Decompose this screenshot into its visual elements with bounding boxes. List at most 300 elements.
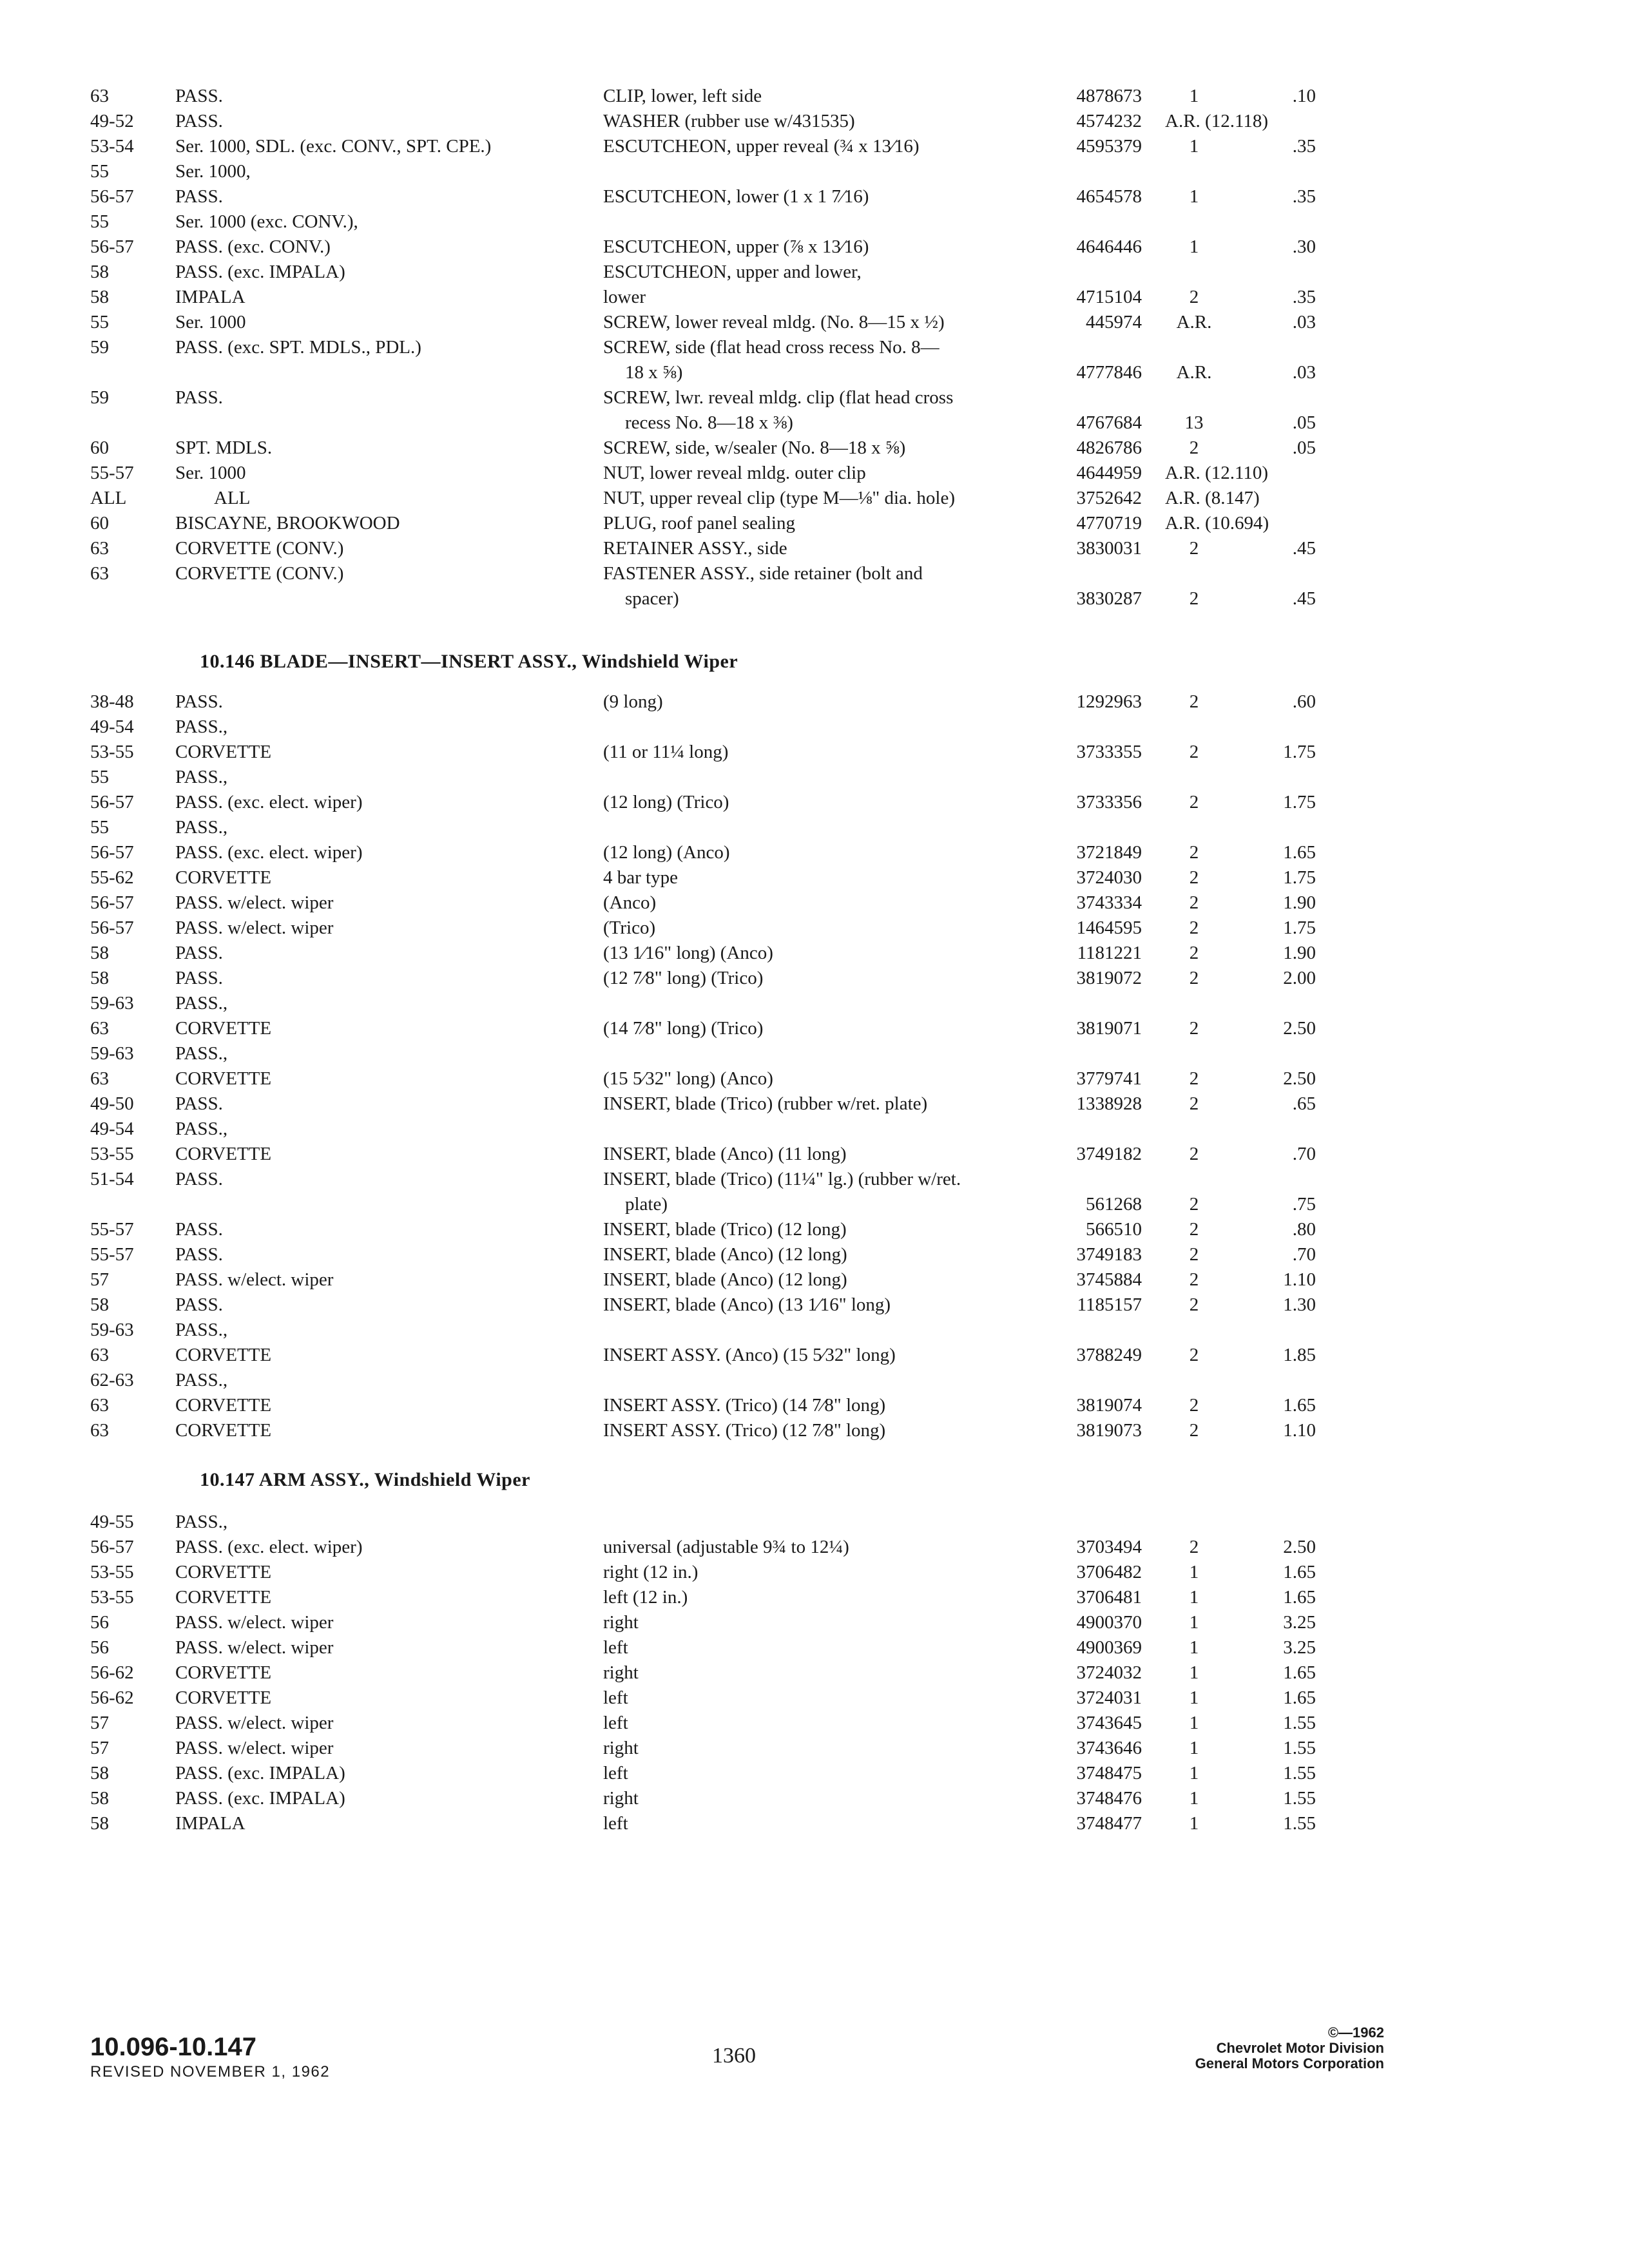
model-years: 56-57 [90, 918, 134, 938]
price: 2.00 [1283, 968, 1316, 988]
price: 1.75 [1283, 918, 1316, 938]
price: 1.90 [1283, 943, 1316, 963]
parts-row [90, 865, 1315, 890]
application: PASS. [175, 387, 223, 408]
model-years: 55 [90, 817, 109, 838]
quantity: A.R. [1176, 312, 1212, 332]
parts-row [90, 1418, 1315, 1443]
parts-row [90, 1242, 1315, 1267]
part-number: 3743646 [1076, 1738, 1142, 1758]
model-years: 56 [90, 1612, 109, 1633]
model-years: 58 [90, 1813, 109, 1834]
part-description: right [603, 1788, 639, 1809]
parts-row [90, 1585, 1315, 1610]
part-description: INSERT ASSY. (Trico) (14 7⁄8" long) [603, 1395, 886, 1416]
part-number: 1464595 [1076, 918, 1142, 938]
quantity: 2 [1189, 287, 1199, 307]
application: PASS. (exc. IMPALA) [175, 1788, 345, 1809]
parts-row [90, 715, 1315, 740]
part-number: 3724031 [1076, 1687, 1142, 1708]
model-years: 55-62 [90, 867, 134, 888]
application: PASS., [175, 1512, 228, 1532]
part-number: 3819073 [1076, 1420, 1142, 1441]
part-description: left [603, 1813, 628, 1834]
price: .35 [1292, 186, 1316, 207]
part-description: plate) [625, 1194, 668, 1215]
part-number: 3748477 [1076, 1813, 1142, 1834]
part-number: 1185157 [1077, 1294, 1142, 1315]
parts-row [90, 159, 1315, 184]
revision-date: REVISED NOVEMBER 1, 1962 [90, 2063, 331, 2081]
part-description: right [603, 1738, 639, 1758]
model-years: 49-50 [90, 1093, 134, 1114]
price: .70 [1292, 1244, 1316, 1265]
part-description: right [603, 1662, 639, 1683]
quantity: 1 [1189, 1587, 1199, 1608]
quantity: 1 [1189, 136, 1199, 157]
part-description: FASTENER ASSY., side retainer (bolt and [603, 563, 923, 584]
price: .75 [1292, 1194, 1316, 1215]
model-years: 53-54 [90, 136, 134, 157]
quantity: 1 [1189, 1738, 1199, 1758]
part-description: left [603, 1687, 628, 1708]
model-years: 55 [90, 767, 109, 787]
application: PASS., [175, 1043, 228, 1064]
quantity: 1 [1189, 186, 1199, 207]
model-years: 56-57 [90, 236, 134, 257]
parts-row [90, 410, 1315, 436]
part-number: 3830287 [1076, 588, 1142, 609]
section-range-code: 10.096-10.147 [90, 2033, 257, 2061]
application: IMPALA [175, 287, 246, 307]
parts-row [90, 941, 1315, 966]
model-years: 63 [90, 1345, 109, 1365]
part-number: 3748475 [1076, 1763, 1142, 1783]
quantity: 1 [1189, 1763, 1199, 1783]
price: 1.75 [1283, 792, 1316, 812]
quantity: 2 [1189, 1068, 1199, 1089]
model-years: 49-52 [90, 111, 134, 131]
part-description: (Trico) [603, 918, 656, 938]
price: 3.25 [1283, 1637, 1316, 1658]
part-description: SCREW, lwr. reveal mldg. clip (flat head cross [603, 387, 954, 408]
quantity: 2 [1189, 538, 1199, 559]
price: .80 [1292, 1219, 1316, 1240]
part-description: INSERT, blade (Anco) (12 long) [603, 1244, 847, 1265]
application: PASS. (exc. elect. wiper) [175, 1537, 363, 1557]
part-description: SCREW, lower reveal mldg. (No. 8—15 x ½) [603, 312, 945, 332]
parts-row [90, 815, 1315, 840]
part-description: right (12 in.) [603, 1562, 699, 1582]
part-description: INSERT ASSY. (Anco) (15 5⁄32" long) [603, 1345, 896, 1365]
quantity: 2 [1189, 892, 1199, 913]
model-years: 56-57 [90, 186, 134, 207]
parts-row [90, 285, 1315, 310]
application: SPT. MDLS. [175, 437, 273, 458]
model-years: 59-63 [90, 1043, 134, 1064]
part-description: 18 x ⅝) [625, 362, 683, 383]
model-years: 63 [90, 563, 109, 584]
part-number: 3724032 [1076, 1662, 1142, 1683]
part-number: 3819074 [1076, 1395, 1142, 1416]
part-number: 3748476 [1076, 1788, 1142, 1809]
model-years: 63 [90, 1068, 109, 1089]
part-number: 4777846 [1076, 362, 1142, 383]
model-years: 62-63 [90, 1370, 134, 1390]
quantity: 1 [1189, 236, 1199, 257]
price: 1.10 [1283, 1269, 1316, 1290]
part-description: ESCUTCHEON, lower (1 x 1 7⁄16) [603, 186, 869, 207]
part-description: (12 long) (Trico) [603, 792, 729, 812]
price: 1.55 [1283, 1813, 1316, 1834]
parts-row [90, 1686, 1315, 1711]
quantity: 2 [1189, 588, 1199, 609]
model-years: 53-55 [90, 742, 134, 762]
model-years: 59 [90, 337, 109, 358]
part-description: INSERT, blade (Trico) (rubber w/ret. plate) [603, 1093, 928, 1114]
part-description: INSERT ASSY. (Trico) (12 7⁄8" long) [603, 1420, 886, 1441]
price: 1.10 [1283, 1420, 1316, 1441]
parts-row [90, 765, 1315, 790]
model-years: 58 [90, 1788, 109, 1809]
application: PASS., [175, 1370, 228, 1390]
model-years: 59-63 [90, 1320, 134, 1340]
part-description: left [603, 1763, 628, 1783]
copyright: ©—1962 [1327, 2024, 1384, 2041]
parts-row [90, 1041, 1315, 1066]
application: Ser. 1000 [175, 312, 246, 332]
parts-row [90, 486, 1315, 511]
parts-row [90, 1192, 1315, 1217]
price: .70 [1292, 1144, 1316, 1164]
part-description: NUT, lower reveal mldg. outer clip [603, 463, 866, 483]
application: PASS., [175, 716, 228, 737]
model-years: 57 [90, 1713, 109, 1733]
division-name: Chevrolet Motor Division [1216, 2040, 1384, 2056]
parts-row [90, 1761, 1315, 1786]
price: 1.65 [1283, 1395, 1316, 1416]
parts-list-10-146 [90, 689, 1315, 1443]
application: PASS. [175, 1219, 223, 1240]
part-number: 3721849 [1076, 842, 1142, 863]
model-years: 51-54 [90, 1169, 134, 1189]
application: CORVETTE [175, 1144, 272, 1164]
section-heading-10-146: 10.146 BLADE—INSERT—INSERT ASSY., Windshield Wiper [200, 651, 738, 672]
quantity: 2 [1189, 1395, 1199, 1416]
application: PASS. [175, 1093, 223, 1114]
part-description: left (12 in.) [603, 1587, 688, 1608]
price: .45 [1292, 538, 1316, 559]
part-description: lower [603, 287, 646, 307]
price: .60 [1292, 691, 1316, 712]
part-number: 3788249 [1076, 1345, 1142, 1365]
application: PASS. [175, 186, 223, 207]
model-years: 63 [90, 1395, 109, 1416]
model-years: 58 [90, 943, 109, 963]
quantity: A.R. (12.118) [1165, 111, 1269, 131]
model-years: 60 [90, 513, 109, 533]
model-years: 59-63 [90, 993, 134, 1014]
application: CORVETTE [175, 1562, 272, 1582]
parts-row [90, 1267, 1315, 1293]
part-description: spacer) [625, 588, 679, 609]
price: 1.55 [1283, 1713, 1316, 1733]
footer-right [1195, 2025, 1384, 2071]
price: 1.30 [1283, 1294, 1316, 1315]
quantity: A.R. (10.694) [1165, 513, 1269, 533]
parts-row [90, 1786, 1315, 1811]
parts-row [90, 436, 1315, 461]
parts-row [90, 1117, 1315, 1142]
application: CORVETTE [175, 1662, 272, 1683]
parts-row [90, 1393, 1315, 1418]
parts-row [90, 536, 1315, 561]
price: 1.55 [1283, 1788, 1316, 1809]
application: PASS. [175, 943, 223, 963]
footer-left [90, 2033, 330, 2081]
parts-row [90, 790, 1315, 815]
quantity: 2 [1189, 867, 1199, 888]
model-years: 55-57 [90, 1244, 134, 1265]
application: CORVETTE [175, 1687, 272, 1708]
parts-row [90, 235, 1315, 260]
price: 1.65 [1283, 842, 1316, 863]
quantity: 2 [1189, 918, 1199, 938]
part-description: (9 long) [603, 691, 663, 712]
part-number: 4574232 [1076, 111, 1142, 131]
price: 1.75 [1283, 742, 1316, 762]
model-years: 56-57 [90, 1537, 134, 1557]
part-number: 3749183 [1076, 1244, 1142, 1265]
part-description: CLIP, lower, left side [603, 86, 762, 106]
model-years: 59 [90, 387, 109, 408]
application: PASS., [175, 1320, 228, 1340]
part-number: 3752642 [1076, 488, 1142, 508]
application: PASS., [175, 817, 228, 838]
parts-row [90, 1635, 1315, 1660]
part-number: 4878673 [1076, 86, 1142, 106]
part-number: 1181221 [1077, 943, 1142, 963]
price: 1.65 [1283, 1587, 1316, 1608]
parts-row [90, 916, 1315, 941]
application: PASS. w/elect. wiper [175, 1612, 334, 1633]
price: 1.55 [1283, 1738, 1316, 1758]
parts-row [90, 209, 1315, 235]
application: PASS. w/elect. wiper [175, 1738, 334, 1758]
quantity: 1 [1189, 1662, 1199, 1683]
application: IMPALA [175, 1813, 246, 1834]
quantity: 2 [1189, 943, 1199, 963]
model-years: 56 [90, 1637, 109, 1658]
quantity: 2 [1189, 968, 1199, 988]
model-years: 60 [90, 437, 109, 458]
model-years: 57 [90, 1738, 109, 1758]
price: .65 [1292, 1093, 1316, 1114]
part-description: PLUG, roof panel sealing [603, 513, 795, 533]
model-years: 53-55 [90, 1587, 134, 1608]
part-description: SCREW, side (flat head cross recess No. 8— [603, 337, 940, 358]
model-years: 55 [90, 211, 109, 232]
application: PASS. (exc. elect. wiper) [175, 842, 363, 863]
application: PASS. w/elect. wiper [175, 1637, 334, 1658]
parts-row [90, 1293, 1315, 1318]
part-description: (11 or 11¼ long) [603, 742, 729, 762]
quantity: 2 [1189, 1219, 1199, 1240]
price: 2.50 [1283, 1537, 1316, 1557]
model-years: 58 [90, 287, 109, 307]
application: PASS. [175, 691, 223, 712]
application: PASS. (exc. IMPALA) [175, 262, 345, 282]
parts-list-10-147 [90, 1510, 1315, 1836]
model-years: 56-62 [90, 1687, 134, 1708]
application: ALL [214, 488, 251, 508]
application: CORVETTE [175, 1395, 272, 1416]
part-number: 4900369 [1076, 1637, 1142, 1658]
parts-row [90, 586, 1315, 611]
parts-row [90, 1318, 1315, 1343]
price: 1.65 [1283, 1662, 1316, 1683]
part-description: INSERT, blade (Trico) (12 long) [603, 1219, 847, 1240]
quantity: 2 [1189, 742, 1199, 762]
application: PASS. [175, 111, 223, 131]
model-years: 58 [90, 1763, 109, 1783]
price: 1.65 [1283, 1562, 1316, 1582]
parts-row [90, 966, 1315, 991]
application: PASS. [175, 1244, 223, 1265]
part-description: (14 7⁄8" long) (Trico) [603, 1018, 764, 1039]
quantity: 2 [1189, 1537, 1199, 1557]
part-number: 4644959 [1076, 463, 1142, 483]
model-years: 49-54 [90, 1119, 134, 1139]
part-number: 3724030 [1076, 867, 1142, 888]
price: 1.65 [1283, 1687, 1316, 1708]
parts-row [90, 1711, 1315, 1736]
part-number: 4595379 [1076, 136, 1142, 157]
part-description: (13 1⁄16" long) (Anco) [603, 943, 773, 963]
parts-row [90, 1535, 1315, 1560]
part-description: SCREW, side, w/sealer (No. 8—18 x ⅝) [603, 437, 906, 458]
quantity: 1 [1189, 1713, 1199, 1733]
model-years: 49-55 [90, 1512, 134, 1532]
part-number: 4654578 [1076, 186, 1142, 207]
model-years: 63 [90, 86, 109, 106]
part-number: 4770719 [1076, 513, 1142, 533]
part-number: 445974 [1086, 312, 1142, 332]
quantity: A.R. (8.147) [1165, 488, 1260, 508]
application: CORVETTE [175, 867, 272, 888]
quantity: 2 [1189, 1144, 1199, 1164]
application: CORVETTE [175, 1018, 272, 1039]
quantity: 2 [1189, 1244, 1199, 1265]
parts-row [90, 1560, 1315, 1585]
price: .30 [1292, 236, 1316, 257]
part-number: 1292963 [1076, 691, 1142, 712]
parts-row [90, 310, 1315, 335]
quantity: 2 [1189, 1269, 1199, 1290]
price: 2.50 [1283, 1018, 1316, 1039]
quantity: 1 [1189, 1687, 1199, 1708]
price: 1.90 [1283, 892, 1316, 913]
quantity: 2 [1189, 792, 1199, 812]
part-number: 561268 [1086, 1194, 1142, 1215]
model-years: 58 [90, 262, 109, 282]
model-years: 56-57 [90, 892, 134, 913]
parts-row [90, 184, 1315, 209]
application: Ser. 1000 [175, 463, 246, 483]
model-years: 58 [90, 968, 109, 988]
model-years: 56-57 [90, 842, 134, 863]
quantity: 2 [1189, 1345, 1199, 1365]
application: CORVETTE [175, 1420, 272, 1441]
parts-row [90, 461, 1315, 486]
part-number: 3706482 [1076, 1562, 1142, 1582]
parts-row [90, 689, 1315, 715]
application: CORVETTE [175, 1345, 272, 1365]
model-years: 55 [90, 312, 109, 332]
part-number: 1338928 [1076, 1093, 1142, 1114]
part-description: (15 5⁄32" long) (Anco) [603, 1068, 773, 1089]
part-number: 3733356 [1076, 792, 1142, 812]
parts-row [90, 84, 1315, 109]
part-description: universal (adjustable 9¾ to 12¼) [603, 1537, 849, 1557]
part-description: ESCUTCHEON, upper reveal (¾ x 13⁄16) [603, 136, 920, 157]
part-number: 4767684 [1076, 412, 1142, 433]
parts-row [90, 1510, 1315, 1535]
part-description: (Anco) [603, 892, 657, 913]
parts-row [90, 1368, 1315, 1393]
model-years: 58 [90, 1294, 109, 1315]
part-description: left [603, 1637, 628, 1658]
part-description: right [603, 1612, 639, 1633]
part-number: 4826786 [1076, 437, 1142, 458]
model-years: 56-57 [90, 792, 134, 812]
model-years: 56-62 [90, 1662, 134, 1683]
application: PASS. w/elect. wiper [175, 918, 334, 938]
price: .35 [1292, 136, 1316, 157]
quantity: 1 [1189, 1788, 1199, 1809]
quantity: 1 [1189, 1637, 1199, 1658]
application: PASS. (exc. elect. wiper) [175, 792, 363, 812]
price: 1.85 [1283, 1345, 1316, 1365]
application: PASS. (exc. CONV.) [175, 236, 331, 257]
part-number: 3733355 [1076, 742, 1142, 762]
part-description: 4 bar type [603, 867, 678, 888]
part-description: left [603, 1713, 628, 1733]
model-years: 53-55 [90, 1144, 134, 1164]
model-years: 55 [90, 161, 109, 182]
quantity: A.R. [1176, 362, 1212, 383]
part-description: INSERT, blade (Anco) (11 long) [603, 1144, 847, 1164]
part-number: 4646446 [1076, 236, 1142, 257]
quantity: 1 [1189, 1813, 1199, 1834]
application: Ser. 1000, SDL. (exc. CONV., SPT. CPE.) [175, 136, 492, 157]
parts-row [90, 561, 1315, 586]
model-years: 53-55 [90, 1562, 134, 1582]
application: PASS. [175, 968, 223, 988]
parts-list-continued [90, 84, 1315, 611]
parts-row [90, 1016, 1315, 1041]
parts-row [90, 260, 1315, 285]
corporation-name: General Motors Corporation [1195, 2055, 1384, 2071]
part-number: 3779741 [1076, 1068, 1142, 1089]
quantity: 1 [1189, 1612, 1199, 1633]
price: .10 [1292, 86, 1316, 106]
application: CORVETTE [175, 1068, 272, 1089]
parts-row [90, 335, 1315, 360]
part-number: 3830031 [1076, 538, 1142, 559]
parts-row [90, 840, 1315, 865]
part-number: 3706481 [1076, 1587, 1142, 1608]
